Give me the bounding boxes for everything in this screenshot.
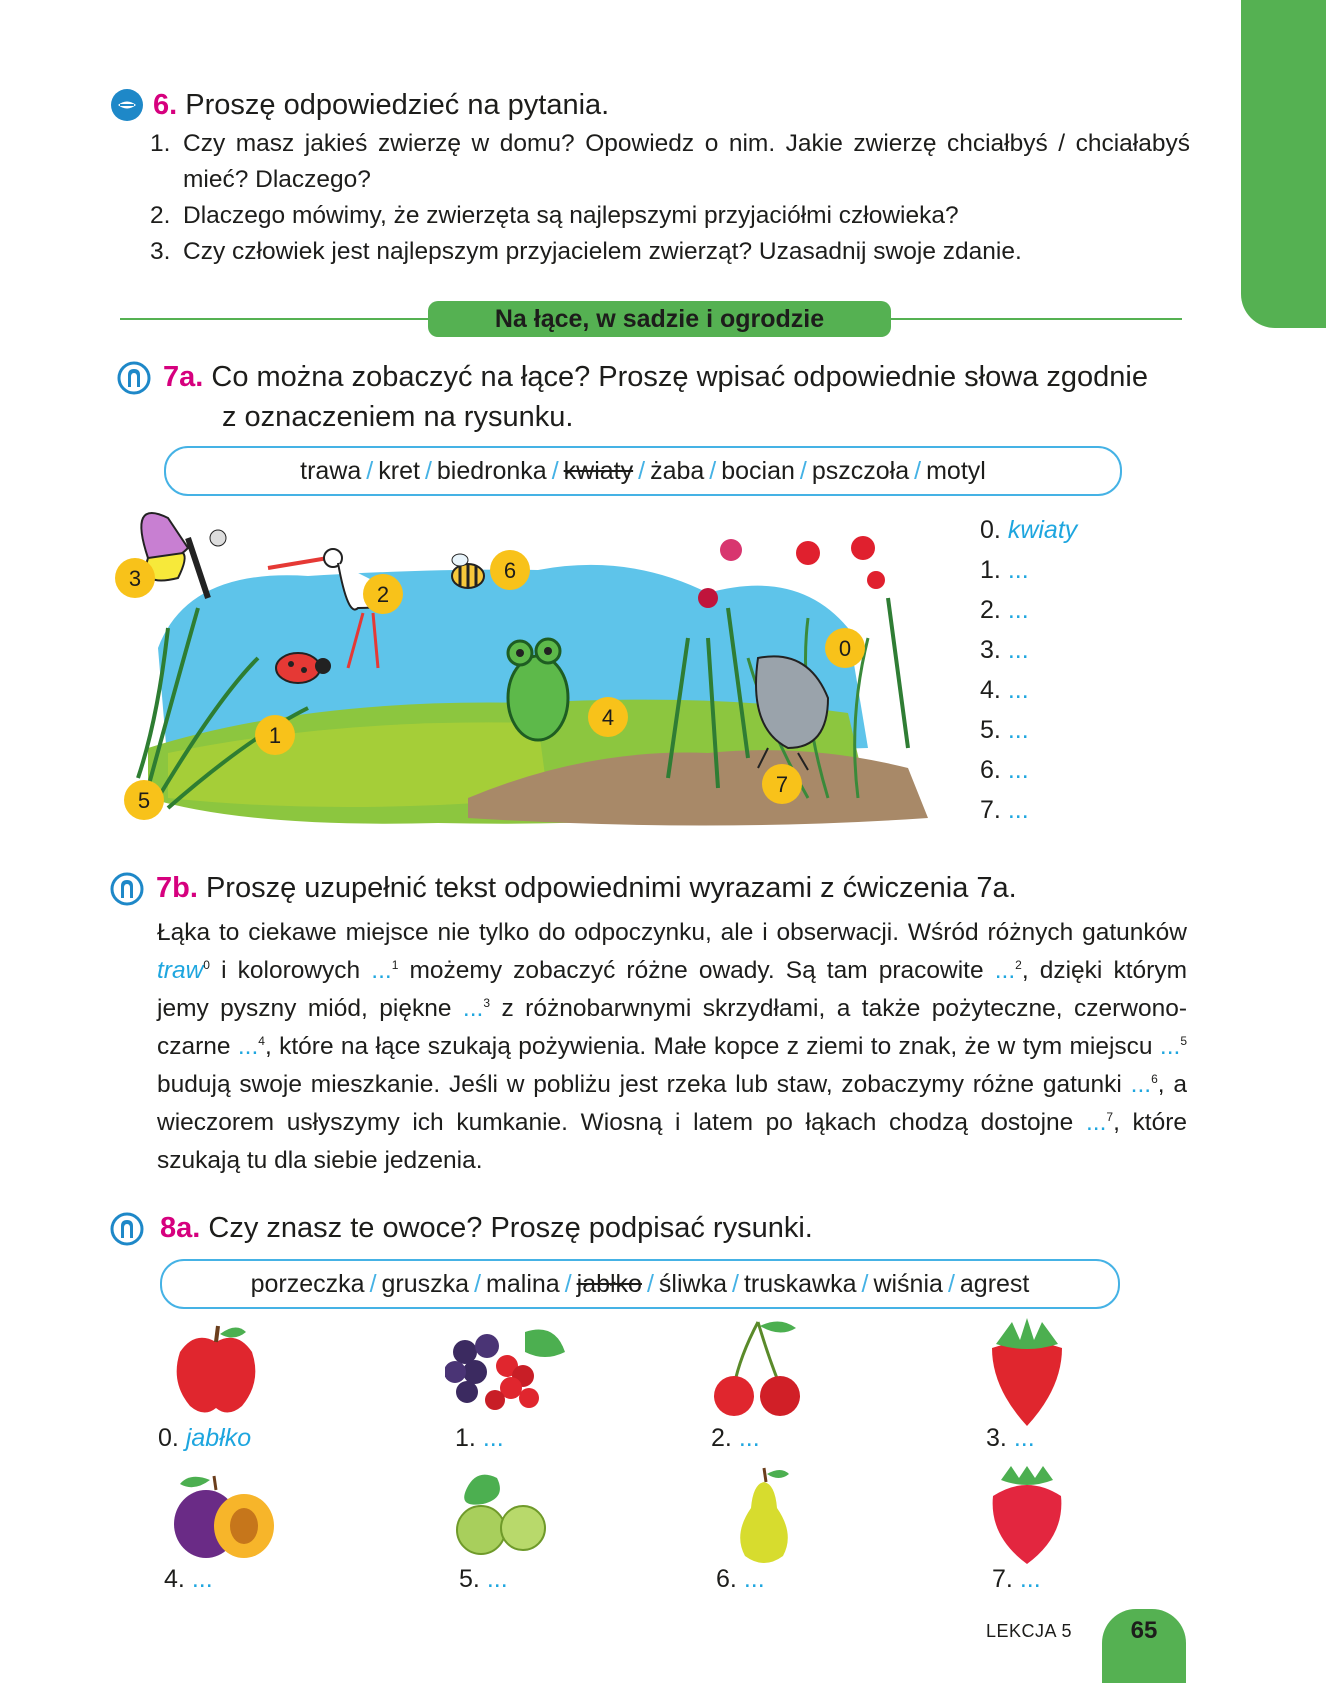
- answer-line: [980, 632, 1077, 672]
- answer-line: [980, 512, 1077, 552]
- label-number: 1.: [455, 1424, 476, 1452]
- gap-blank[interactable]: ...: [1130, 1071, 1152, 1098]
- answer-blank[interactable]: ...: [1007, 556, 1029, 584]
- answer-number: 2.: [980, 596, 1001, 624]
- ex7a-word-bank: [164, 446, 1122, 496]
- fruit-label: [986, 1424, 1035, 1453]
- word-bank-item: wiśnia: [873, 1270, 943, 1298]
- answer-line: [980, 792, 1077, 832]
- answer-blank[interactable]: ...: [1007, 636, 1029, 664]
- svg-text:2: 2: [376, 582, 390, 607]
- svg-text:1: 1: [268, 723, 282, 748]
- speaking-icon: [110, 88, 144, 122]
- word-separator: /: [551, 457, 559, 485]
- word-bank-item: motyl: [926, 457, 986, 485]
- answer-blank[interactable]: ...: [1007, 756, 1029, 784]
- word-separator: /: [732, 1270, 739, 1298]
- cherry-image: [710, 1316, 804, 1418]
- label-blank[interactable]: ...: [738, 1424, 760, 1452]
- word-bank-item: biedronka: [436, 457, 547, 485]
- ex6-number: 6.: [153, 89, 178, 121]
- word-separator: /: [709, 457, 717, 485]
- strawberry-image: [986, 1318, 1068, 1428]
- word-bank-item: agrest: [959, 1270, 1030, 1298]
- gooseberry-image: [437, 1468, 561, 1564]
- fruit-label: [455, 1424, 504, 1453]
- answer-number: 1.: [980, 556, 1001, 584]
- word-bank-item: bocian: [721, 457, 795, 485]
- marker-3: [115, 558, 155, 598]
- answer-number: 0.: [980, 516, 1001, 544]
- word-separator: /: [474, 1270, 482, 1298]
- writing-icon: [117, 361, 151, 395]
- ex6-text: Proszę odpowiedzieć na pytania.: [185, 89, 610, 121]
- question-text: Dlaczego mówimy, że zwierzęta są najlepszymi przyjaciółmi człowieka?: [183, 202, 959, 229]
- word-separator: /: [861, 1270, 869, 1298]
- gap-blank[interactable]: ...: [237, 1033, 259, 1060]
- text-run: , dzięki którym jemy pyszny miód, piękne: [157, 957, 1187, 1022]
- frog-drawing: [508, 639, 568, 740]
- text-run: z różnobarwnymi skrzydłami, a także pożyteczne, czerwono-czarne: [157, 995, 1187, 1060]
- ex7a-answers: [980, 512, 1077, 832]
- ex8a-title: [160, 1209, 813, 1247]
- label-number: 0.: [158, 1424, 179, 1452]
- ex7a-title: [163, 358, 1148, 396]
- meadow-illustration: [108, 498, 938, 836]
- ex8a-number: 8a.: [160, 1212, 201, 1244]
- answer-line: [980, 672, 1077, 712]
- svg-text:4: 4: [601, 705, 615, 730]
- fruit-label: [459, 1565, 508, 1594]
- word-bank-item-used: kwiaty: [563, 457, 634, 485]
- question-number: 1.: [150, 130, 171, 157]
- ex7b-text: Proszę uzupełnić tekst odpowiednimi wyrazami z ćwiczenia 7a.: [205, 872, 1017, 904]
- apple-image: [170, 1322, 262, 1418]
- answer-blank[interactable]: ...: [1007, 796, 1029, 824]
- answer-number: 5.: [980, 716, 1001, 744]
- label-blank[interactable]: ...: [1019, 1565, 1041, 1593]
- word-bank-item: pszczoła: [811, 457, 910, 485]
- word-bank-item: truskawka: [743, 1270, 857, 1298]
- gap-index: 6: [1151, 1072, 1158, 1086]
- gap-blank[interactable]: ...: [994, 957, 1016, 984]
- ex6-title: [153, 86, 609, 124]
- word-bank-item: porzeczka: [250, 1270, 365, 1298]
- word-bank-item-used: jabłko: [576, 1270, 642, 1298]
- answer-number: 7.: [980, 796, 1001, 824]
- answer-number: 3.: [980, 636, 1001, 664]
- question-item: [150, 234, 1190, 270]
- svg-text:6: 6: [503, 558, 517, 583]
- word-separator: /: [638, 457, 646, 485]
- ex7b-title: [156, 869, 1017, 907]
- text-run: i kolorowych: [209, 957, 372, 984]
- answer-line: [980, 552, 1077, 592]
- marker-2: [363, 574, 403, 614]
- label-number: 6.: [716, 1565, 737, 1593]
- raspberry-image: [987, 1466, 1067, 1566]
- gap-index: 5: [1180, 1034, 1187, 1048]
- bee-drawing: [452, 554, 484, 588]
- gap-index: 7: [1106, 1110, 1114, 1124]
- question-text: Czy masz jakieś zwierzę w domu? Opowiedz o nim. Jakie zwierzę chciałbyś / chciałabyś mieć? Dlaczego?: [183, 130, 1190, 193]
- word-separator: /: [646, 1270, 654, 1298]
- writing-icon: [110, 872, 144, 906]
- label-number: 2.: [711, 1424, 732, 1452]
- word-bank-item: gruszka: [381, 1270, 470, 1298]
- label-value: jabłko: [185, 1424, 252, 1452]
- writing-icon: [110, 1212, 144, 1246]
- question-item: [150, 198, 1190, 234]
- question-number: 2.: [150, 202, 171, 229]
- butterfly-drawing: [141, 513, 226, 598]
- ex7b-paragraph: [157, 914, 1187, 1180]
- fruit-label: [164, 1565, 213, 1594]
- answer-number: 6.: [980, 756, 1001, 784]
- text-run: możemy zobaczyć różne owady. Są tam pracowite: [398, 957, 995, 984]
- page-number: 65: [1102, 1609, 1186, 1683]
- text-run: , a wieczorem usłyszymy ich kumkanie. Wiosną i latem po łąkach chodzą dostojne: [157, 1071, 1187, 1136]
- question-item: [150, 126, 1190, 198]
- label-blank[interactable]: ...: [1013, 1424, 1035, 1452]
- answer-value: kwiaty: [1007, 516, 1078, 544]
- gap-blank[interactable]: ...: [1085, 1109, 1107, 1136]
- word-bank-item: kret: [378, 457, 420, 485]
- svg-text:0: 0: [838, 636, 852, 661]
- marker-4: [588, 697, 628, 737]
- label-blank[interactable]: ...: [743, 1565, 765, 1593]
- fruit-label: [992, 1565, 1041, 1594]
- answer-blank[interactable]: ...: [1007, 716, 1029, 744]
- label-number: 5.: [459, 1565, 480, 1593]
- word-bank-item: trawa: [300, 457, 362, 485]
- word-bank-item: żaba: [650, 457, 705, 485]
- answer-line: [980, 712, 1077, 752]
- fruit-label: [711, 1424, 760, 1453]
- label-blank[interactable]: ...: [486, 1565, 508, 1593]
- ex6-questions: [150, 126, 1190, 270]
- filled-gap: traw: [157, 957, 204, 984]
- svg-text:7: 7: [775, 772, 789, 797]
- ex7a-text-line1: Co można zobaczyć na łące? Proszę wpisać odpowiednie słowa zgodnie: [211, 361, 1148, 393]
- label-number: 4.: [164, 1565, 185, 1593]
- fruit-label: [158, 1424, 251, 1453]
- marker-7: [762, 764, 802, 804]
- gap-index: 3: [483, 996, 491, 1010]
- text-run: budują swoje mieszkanie. Jeśli w pobliżu jest rzeka lub staw, zobaczymy różne gatunki: [157, 1071, 1131, 1098]
- gap-index: 4: [258, 1034, 265, 1048]
- marker-0: [825, 628, 865, 668]
- ex7a-number: 7a.: [163, 361, 204, 393]
- gap-blank[interactable]: ...: [1159, 1033, 1181, 1060]
- label-number: 3.: [986, 1424, 1007, 1452]
- chapter-tab: [1241, 0, 1326, 328]
- word-separator: /: [564, 1270, 572, 1298]
- ex7b-number: 7b.: [156, 872, 198, 904]
- answer-line: [980, 752, 1077, 792]
- pear-image: [731, 1464, 797, 1568]
- word-separator: /: [799, 457, 807, 485]
- gap-blank[interactable]: ...: [462, 995, 484, 1022]
- lesson-label: LEKCJA 5: [986, 1621, 1073, 1641]
- currant-image: [445, 1322, 571, 1420]
- ex8a-word-bank: [160, 1259, 1120, 1309]
- fruit-label: [716, 1565, 765, 1594]
- label-blank[interactable]: ...: [482, 1424, 504, 1452]
- plum-image: [170, 1470, 276, 1562]
- word-separator: /: [369, 1270, 377, 1298]
- label-number: 7.: [992, 1565, 1013, 1593]
- ex7a-text-line2: z oznaczeniem na rysunku.: [222, 401, 574, 433]
- marker-5: [124, 780, 164, 820]
- marker-6: [490, 550, 530, 590]
- word-separator: /: [914, 457, 922, 485]
- word-separator: /: [366, 457, 374, 485]
- gap-index: 1: [391, 958, 399, 972]
- question-number: 3.: [150, 238, 171, 265]
- answer-blank[interactable]: ...: [1007, 596, 1029, 624]
- gap-blank[interactable]: ...: [371, 957, 392, 984]
- word-bank-item: malina: [486, 1270, 560, 1298]
- word-bank-item: śliwka: [658, 1270, 727, 1298]
- svg-text:3: 3: [128, 566, 142, 591]
- word-separator: /: [424, 457, 432, 485]
- text-run: Łąka to ciekawe miejsce nie tylko do odpoczynku, ale i obserwacji. Wśród różnych gatunków: [157, 919, 1187, 946]
- text-run: , które na łące szukają pożywienia. Małe kopce z ziemi to znak, że w tym miejscu: [264, 1033, 1160, 1060]
- question-text: Czy człowiek jest najlepszym przyjacielem zwierząt? Uzasadnij swoje zdanie.: [183, 238, 1022, 265]
- ex8a-text: Czy znasz te owoce? Proszę podpisać rysunki.: [208, 1212, 813, 1244]
- section-title: Na łące, w sadzie i ogrodzie: [428, 301, 891, 337]
- svg-text:5: 5: [137, 788, 151, 813]
- label-blank[interactable]: ...: [191, 1565, 213, 1593]
- answer-line: [980, 592, 1077, 632]
- marker-1: [255, 715, 295, 755]
- gap-index: 2: [1015, 958, 1022, 972]
- text-run: , które szukają tu dla siebie jedzenia.: [157, 1109, 1187, 1174]
- answer-blank[interactable]: ...: [1007, 676, 1029, 704]
- gap-index: 0: [203, 958, 210, 972]
- answer-number: 4.: [980, 676, 1001, 704]
- word-separator: /: [947, 1270, 955, 1298]
